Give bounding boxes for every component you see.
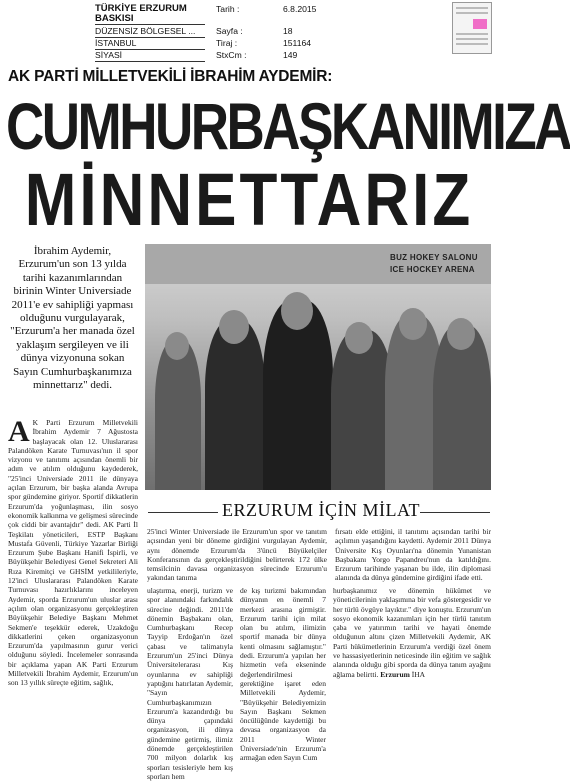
headline-line-2: MİNNETTARIZ — [24, 159, 474, 242]
article-photo — [145, 244, 491, 490]
article-column-2: ulaştırma, enerji, turizm ve spor alanındaki farkındalık sürecine değindi. 2011'de dönemin Başbakanı olan, Cumhurbaşkanı Recep Tayyip Erdoğan'ın özel çabası ve talimatıyla Erzurum'un 25'inci Dünya Üniversitelerarası Kış oyunlarına ev sahipliği yaptığını hatırlatan Aydemir, "Sayın Cumhurbaşkanımızın Erzurum'a kazandırdığı bu dünya çapındaki organizasyon, ili dünya gündemine getirmiş, ilimiz dönemde gerçekleştirilen 700 milyon dolarlık kış sporları tesisleriyle hem kış sporları hem — [147, 586, 233, 781]
photo-arena-sign: BUZ HOKEY SALONU ICE HOCKEY ARENA — [390, 253, 478, 274]
article-column-2-top: 25'inci Winter Universiade ile Erzurum'un spor ve tanıtım açısından yeni bir döneme girdiğini vurgulayan Aydemir, aynı dönemde Erzurum'da 3'üncü Büyükelçiler Konferansının da gerçekleştirildiğini belirterek 172 ülke temsilcinin davasa organizasyon sürecinde Erzurum'u yakından tanıma — [147, 527, 327, 583]
column-4-text: hurbaşkanımız ve dönemin hükümet ve yöneticilerinin yaklaşımına bir vefa göstergesidir ve her türlü övgüye layıktır." diye konuştu. Erzurum'un sosyo ekonomik kazanımları için her türlü tanıtım çaba ve yatırımın tarihi ve hayati önemde olduğunun altını çizen Milletvekili Aydemir, AK Parti hükümetlerinin Erzurum'a verdiği özel önem ve hassasiyetlerinin neticesinde ilin eğitim ve sağlık alanında olduğu gibi sporda da dünya tanım ayağını ağlama belirtti. — [333, 586, 491, 679]
circulation-value: 151164 — [283, 38, 312, 48]
article-kicker: AK PARTİ MİLLETVEKİLİ İBRAHİM AYDEMİR: — [8, 68, 333, 85]
drop-cap: A — [8, 415, 30, 448]
article-column-3-top: fırsatı elde ettiğini, il tanıtımı açısından tarihi bir açılımın yaşandığını kaydetti. Aydemir 2011 Dünya Üniversite Kış Oyunları'na dönemin Yunanistan Başbakanı Yorgo Papandreu'nun da katıldığını. Erzurum tarihinde yaşanan bu ilde, ilin diplomasi alanında da dünya gündemine girdiğini ifade etti. — [335, 527, 491, 583]
article-lead: İbrahim Aydemir, Erzurum'un son 13 yılda tarihi kazanımlarından birinin Winter Universiade 2011'e ev sahipliği yapması olduğunu vurgulayarak, "Erzurum'a her manada özel yaklaşım sergileyen ve ili dünya vizyonuna sokan Sayın Cumhurbaşkanımıza minnettarız" dedi. — [10, 245, 135, 392]
edition-type: DÜZENSİZ BÖLGESEL ... — [95, 26, 205, 38]
column-1-text: K Parti Erzurum Milletvekili İbrahim Aydemir 7 Ağustosta başlayacak olan 12. Uluslararası Palandöken Karate Turnuvası'nın il spor vizyonu ve tanıtımı açısından önemli bir adım ve atılım olduğunu kaydederek, "25'inci Universiade 2011 ile dünyaya açılan Erzurum, bir başka alanda Avrupa spor gündemine giriyor. Sportif dikkatlerin Erzurum'da yoğunlaşması, ilin sosyo ekonomik kalkınma ve gelişmesi sürecinde çok ciddi bir avantajdır" dedi. AK Parti İl Teşkilatı yöneticileri, ESTP Başkanı Mustafa Güvenli, Türkiye Yazarlar Birliği Erzurum Şube Başkanı Hanifi İspirli, ve Büyükşehir Belediyesi Genel Sekreteri Ali Rıza Kiremitçi ve GHSİM yetkilileriyle, 12'inci Uluslararası Palandöken Karate Turnuvası hazırlıklarını inceleyen Aydemir, sporda Erzurum'un uluslar arası açılım olan organizasyonu gerçekleştiren Büyükşehir Belediye Başkanı Mehmet Sekmen'e teşekkür ederek, Uzakdoğu dikkatlerini çeken organizasyonun Erzurum'da yapılmasının gurur verici olduğunu söyledi. İncelemeler sonrasında bir açıklama yapan AK Parti Erzurum Milletvekili İbrahim Aydemir, Erzurum'un son 13 yıllık süreçte eğitim, sağlık, — [8, 418, 138, 688]
caption-rule-left — [148, 512, 218, 513]
caption-rule-right — [420, 512, 490, 513]
page-label: Sayfa : — [216, 26, 243, 36]
size-label: StxCm : — [216, 50, 247, 60]
date-value: 6.8.2015 — [283, 4, 317, 14]
article-column-1 — [8, 415, 138, 718]
city: İSTANBUL — [95, 38, 205, 50]
newspaper-page-thumbnail — [452, 2, 492, 54]
photo-caption: ERZURUM İÇİN MİLAT — [222, 500, 420, 520]
size-value: 149 — [283, 50, 298, 60]
publication-name: TÜRKİYE ERZURUM BASKISI — [95, 4, 205, 25]
headline-line-1: CUMHURBAŞKANIMIZA — [6, 90, 570, 164]
article-column-4 — [333, 586, 491, 718]
page-value: 18 — [283, 26, 293, 36]
source-agency: İHA — [411, 669, 426, 679]
category: SİYASİ — [95, 50, 205, 62]
circulation-label: Tiraj : — [216, 38, 238, 48]
date-label: Tarih : — [216, 4, 240, 14]
clipping-header — [0, 0, 497, 64]
article-column-3: de kış turizmi bakımından dünyanın en önemli 7 merkezi arasına girmiştir. Erzurum tarihi için milat olan bu atılım, ilimizin sportif manada bir dünya kenti olmasını sağlamıştır." dedi. Erzurum'a yapılan her hizmetin vefa ekseninde değerlendirilmesi gerektiğine işaret eden Milletvekili Aydemir, "Büyükşehir Belediyemizin Sayın Başkanı Sekmen öncülüğünde kaydettiği bu devasa organizasyon da 2011 Winter Üniversiade'nin Erzurum'a armağan eden Sayın Cum — [240, 586, 326, 763]
source-city: Erzurum — [380, 669, 410, 679]
